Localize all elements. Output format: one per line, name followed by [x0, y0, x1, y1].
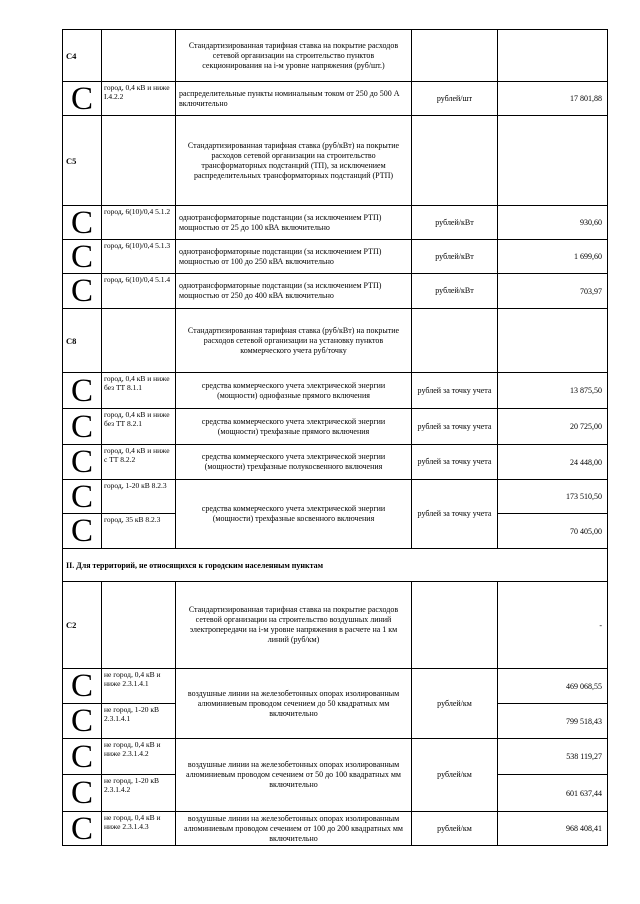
row-description: однотрансформаторные подстанции (за исключением РТП) мощностью от 25 до 100 кВА включительно: [176, 206, 412, 240]
row-value: 17 801,88: [498, 82, 608, 116]
table-row: [63, 309, 608, 373]
row-unit: рублей/км: [412, 669, 498, 739]
table-row: [63, 274, 608, 309]
row-subcode: не город, 0,4 кВ и ниже 2.3.1.4.1: [102, 669, 176, 704]
row-subcode: город, 0,4 кВ и ниже I.4.2.2: [102, 82, 176, 116]
row-letter: С: [63, 739, 102, 775]
row-value: 538 119,27: [498, 739, 608, 775]
row-letter: С: [63, 373, 102, 409]
section-heading: II. Для территорий, не относящихся к городским населенным пунктам: [63, 549, 608, 582]
row-unit: рублей за точку учета: [412, 445, 498, 480]
row-description: однотрансформаторные подстанции (за исключением РТП) мощностью от 250 до 400 кВА включительно: [176, 274, 412, 309]
row-letter: С: [63, 409, 102, 445]
tariff-table: [62, 29, 608, 846]
row-value: 173 510,50: [498, 480, 608, 514]
row-letter: С: [63, 669, 102, 704]
row-value: 703,97: [498, 274, 608, 309]
row-unit: рублей/кВт: [412, 240, 498, 274]
table-row: [63, 240, 608, 274]
row-letter: С: [63, 704, 102, 739]
row-value: 24 448,00: [498, 445, 608, 480]
row-subcode: город, 6(10)/0,4 5.1.4: [102, 274, 176, 309]
row-value: -: [498, 582, 608, 669]
row-unit: рублей/шт: [412, 82, 498, 116]
row-value: 601 637,44: [498, 775, 608, 812]
row-subcode: не город, 1-20 кВ 2.3.1.4.2: [102, 775, 176, 812]
row-unit: рублей/кВт: [412, 274, 498, 309]
row-value: 13 875,50: [498, 373, 608, 409]
row-code: С4: [63, 30, 102, 82]
table-row: [63, 82, 608, 116]
row-unit: рублей/км: [412, 812, 498, 846]
row-value: 968 408,41: [498, 812, 608, 846]
table-row: [63, 206, 608, 240]
row-code: С2: [63, 582, 102, 669]
table-row: [63, 30, 608, 82]
row-letter: С: [63, 240, 102, 274]
row-letter: С: [63, 775, 102, 812]
row-unit: рублей за точку учета: [412, 373, 498, 409]
row-subcode: город, 35 кВ 8.2.3: [102, 514, 176, 549]
row-value: 469 068,55: [498, 669, 608, 704]
row-unit: рублей за точку учета: [412, 480, 498, 549]
table-row: [63, 480, 608, 514]
row-description: Стандартизированная тарифная ставка на покрытие расходов сетевой организации на строительство пунктов секционирования на i-м уровне напряжения (руб/шт.): [176, 30, 412, 82]
row-letter: С: [63, 445, 102, 480]
row-subcode: город, 6(10)/0,4 5.1.2: [102, 206, 176, 240]
row-description: однотрансформаторные подстанции (за исключением РТП) мощностью от 100 до 250 кВА включительно: [176, 240, 412, 274]
row-subcode: город, 0,4 кВ и ниже без ТТ 8.1.1: [102, 373, 176, 409]
row-value: 930,60: [498, 206, 608, 240]
row-subcode: не город, 1-20 кВ 2.3.1.4.1: [102, 704, 176, 739]
row-code: С5: [63, 116, 102, 206]
row-description: распределительные пункты номинальным током от 250 до 500 А включительно: [176, 82, 412, 116]
row-subcode: не город, 0,4 кВ и ниже 2.3.1.4.3: [102, 812, 176, 846]
row-subcode: город, 6(10)/0,4 5.1.3: [102, 240, 176, 274]
row-value: 799 518,43: [498, 704, 608, 739]
row-subcode: город, 0,4 кВ и ниже без ТТ 8.2.1: [102, 409, 176, 445]
row-description: средства коммерческого учета электрической энергии (мощности) трехфазные косвенного включения: [176, 480, 412, 549]
table-row: [63, 812, 608, 846]
row-subcode: город, 0,4 кВ и ниже с ТТ 8.2.2: [102, 445, 176, 480]
table-row: [63, 373, 608, 409]
row-letter: С: [63, 274, 102, 309]
row-code: С8: [63, 309, 102, 373]
row-description: Стандартизированная тарифная ставка (руб/кВт) на покрытие расходов сетевой организации на строительство трансформаторных подстанций (ТП), за исключением распределительных трансформаторных подстанций (РТП): [176, 116, 412, 206]
table-row: [63, 739, 608, 775]
row-letter: С: [63, 480, 102, 514]
table-row: [63, 582, 608, 669]
table-row: [63, 409, 608, 445]
row-unit: рублей/кВт: [412, 206, 498, 240]
table-row: [63, 549, 608, 582]
row-description: Стандартизированная тарифная ставка (руб/кВт) на покрытие расходов сетевой организации на установку пунктов коммерческого учета руб/точку: [176, 309, 412, 373]
row-letter: С: [63, 82, 102, 116]
row-description: средства коммерческого учета электрической энергии (мощности) трехфазные прямого включения: [176, 409, 412, 445]
row-value: 70 405,00: [498, 514, 608, 549]
row-letter: С: [63, 812, 102, 846]
row-description: воздушные линии на железобетонных опорах изолированным алюминиевым проводом сечением от 100 до 200 квадратных мм включительно: [176, 812, 412, 846]
row-letter: С: [63, 206, 102, 240]
row-subcode: не город, 0,4 кВ и ниже 2.3.1.4.2: [102, 739, 176, 775]
table-row: [63, 669, 608, 704]
row-description: средства коммерческого учета электрической энергии (мощности) однофазные прямого включения: [176, 373, 412, 409]
table-row: [63, 445, 608, 480]
table-row: [63, 116, 608, 206]
row-description: воздушные линии на железобетонных опорах изолированным алюминиевым проводом сечением от 50 до 100 квадратных мм включительно: [176, 739, 412, 812]
row-description: воздушные линии на железобетонных опорах изолированным алюминиевым проводом сечением до 50 квадратных мм включительно: [176, 669, 412, 739]
row-description: Стандартизированная тарифная ставка на покрытие расходов сетевой организации на строительство воздушных линий электропередачи на i-м уровне напряжения в расчете на 1 км линий (руб/км): [176, 582, 412, 669]
row-description: средства коммерческого учета электрической энергии (мощности) трехфазные полукосвенного включения: [176, 445, 412, 480]
row-subcode: город, 1-20 кВ 8.2.3: [102, 480, 176, 514]
row-value: 1 699,60: [498, 240, 608, 274]
row-unit: рублей/км: [412, 739, 498, 812]
row-unit: рублей за точку учета: [412, 409, 498, 445]
row-value: 20 725,00: [498, 409, 608, 445]
row-letter: С: [63, 514, 102, 549]
